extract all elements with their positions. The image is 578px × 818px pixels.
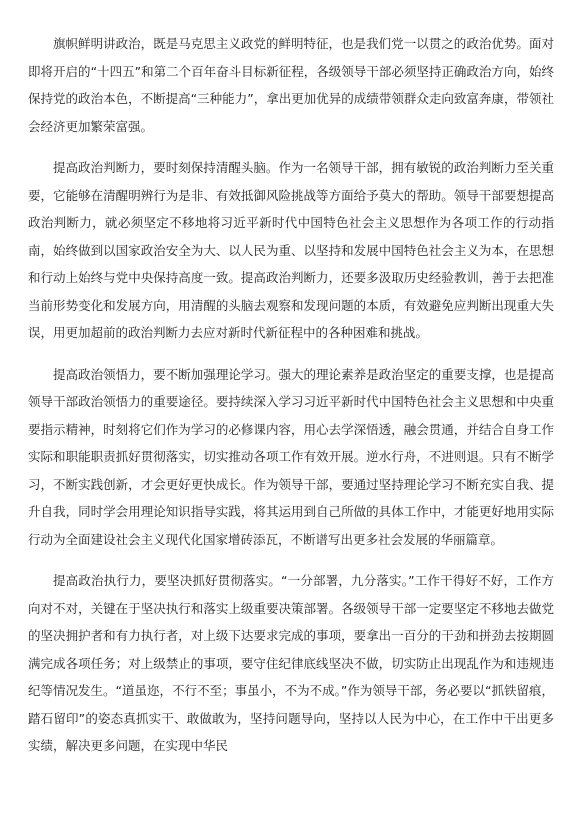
paragraph-political-judgment: 提高政治判断力，要时刻保持清醒头脑。作为一名领导干部，拥有敏锐的政治判断力至关重要，它能够在清醒明辨行为是非、有效抵御风险挑战等方面给予莫大的帮助。领导干部要想提高政治判断力，就必须坚定不移地将习近平新时代中国特色社会主义思想作为各项工作的行动指南，始终做到以国家政治安全为大、以人民为重、以坚持和发展中国特色社会主义为本，在思想和行动上始终与党中央保持高度一致。提高政治判断力，还要多汲取历史经验教训，善于去把准当前形势变化和发展方向，用清醒的头脑去观察和发现问题的本质，有效避免应判断出现重大失误，用更加超前的政治判断力去应对新时代新征程中的各种困难和挑战。 bbox=[28, 160, 554, 340]
paragraph-political-comprehension: 提高政治领悟力，要不断加强理论学习。强大的理论素养是政治坚定的重要支撑，也是提高领导干部政治领悟力的重要途径。要持续深入学习习近平新时代中国特色社会主义思想和中央重要指示精神，时刻将它们作为学习的必修课内容，用心去学深悟透，融会贯通，并结合自身工作实际和职能职责抓好贯彻落实，切实推动各项工作有效开展。逆水行舟，不进则退。只有不断学习，不断实践创新，才会更好更快成长。作为领导干部，要通过坚持理论学习不断充实自我、提升自我，同时学会用理论知识指导实践，将其运用到自己所做的具体工作中，才能更好地用实际行动为全面建设社会主义现代化国家增砖添瓦，不断谱写出更多社会发展的华丽篇章。 bbox=[28, 366, 554, 547]
paragraph-intro: 旗帜鲜明讲政治，既是马克思主义政党的鲜明特征，也是我们党一以贯之的政治优势。面对即将开启的“十四五”和第二个百年奋斗目标新征程，各级领导干部必须坚持正确政治方向，始终保持党的政治本色，不断提高“三种能力”，拿出更加优异的成绩带领群众走向致富奔康，带领社会经济更加繁荣富强。 bbox=[28, 36, 554, 134]
paragraph-political-execution: 提高政治执行力，要坚决抓好贯彻落实。“一分部署，九分落实。”工作干得好不好，工作方向对不对，关键在于坚决执行和落实上级重要决策部署。各级领导干部一定要坚定不移地去做党的坚决拥护者和有力执行者，对上级下达要求完成的事项，要拿出一百分的干劲和拼劲去按期圆满完成各项任务；对上级禁止的事项，要守住纪律底线坚决不做，切实防止出现乱作为和违规违纪等情况发生。“道虽迩，不行不至；事虽小，不为不成。”作为领导干部，务必要以“抓铁留痕，踏石留印”的姿态真抓实干、敢做敢为，坚持问题导向，坚持以人民为中心，在工作中干出更多实绩，解决更多问题，在实现中华民 bbox=[28, 573, 554, 753]
document-body bbox=[28, 30, 554, 774]
